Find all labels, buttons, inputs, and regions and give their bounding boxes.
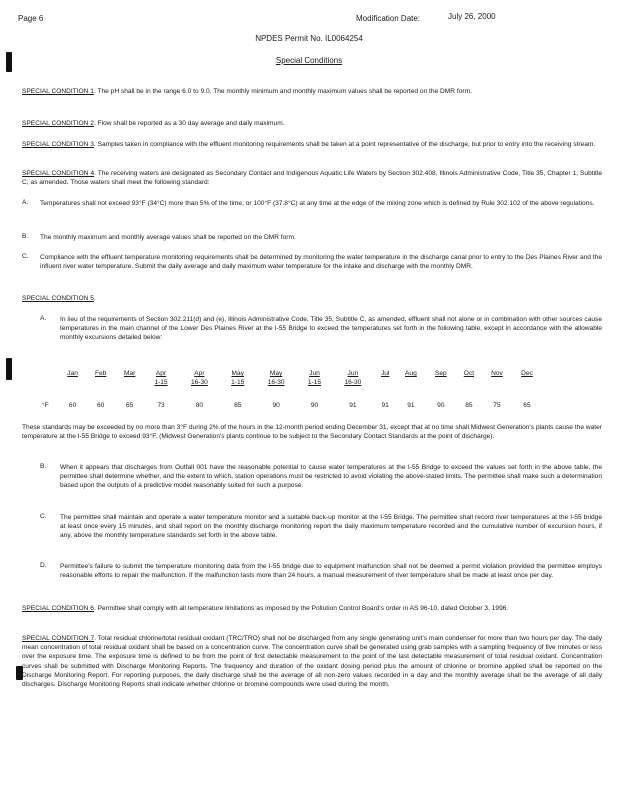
sc4-item-c-letter: C. [22, 253, 29, 260]
sc5-item-a-letter: A. [40, 315, 47, 322]
sc5-item-c: The permittee shall maintain and operate a water temperature monitor and a suitable back-up monitor at the I-55 Bridge. The permittee shall record river temperatures at the I-55 bridge at least once every 15 minutes, and shall report on the monthly discharge monitoring report the daily maximum temperature recorded and the cumulative number of excursion hours, if any, above the monthly temperature standards set forth in the above table. [60, 514, 602, 540]
month-header: May [269, 370, 283, 377]
date-range [396, 379, 426, 388]
temperature-value: 60 [68, 402, 77, 409]
month-header: Apr [155, 370, 167, 377]
month-header: May [231, 370, 244, 377]
special-condition-3 [22, 140, 602, 149]
table-row-ranges [42, 379, 542, 388]
date-range: 16-30 [190, 379, 208, 386]
sc4-item-b-letter: B. [22, 233, 29, 240]
sc5-item-c-letter: C. [40, 513, 47, 520]
temperature-value: 91 [407, 402, 415, 409]
sc5-item-a: In lieu of the requirements of Section 302.211(d) and (e), Illinois Administrative Code, Title 35, Subtitle C, as amended, effluent shall not alone or in combination with other sources cause temperatures in the main channel of the Lower Des Plaines River at the I-55 Bridge to exceed the temperatures set forth in the following table, except in accordance with the allowable monthly excursions detailed below: [60, 316, 602, 342]
month-header: Jun [309, 370, 320, 377]
sc5-title-suffix: . [93, 295, 96, 302]
temperature-value: 73 [157, 402, 165, 409]
sc1-text: . The pH shall be in the range 6.0 to 9.0. The monthly minimum and monthly maximum values shall be reported on the DMR form. [93, 88, 472, 95]
sc5-item-d: Permittee's failure to submit the temperature monitoring data from the I-55 bridge due to equipment malfunction shall not be deemed a permit violation provided the permittee employs reasonable efforts to repair the malfunction. If the malfunction lasts more than 24 hours, a manual measurement of river temperature shall be made at least once per day. [60, 563, 602, 580]
temperature-value: 65 [523, 402, 531, 409]
date-range [482, 379, 512, 388]
special-condition-7 [22, 634, 602, 689]
sc5-standards-paragraph: These standards may be exceeded by no more than 3°F during 2% of the hours in the 12-month period ending December 31, except that at no time shall Midwest Generation's plants cause the water temperature at the I-55 Bridge to exceed 93°F. (Midwest Generation's plants continue to be subject to the Secondary Contact Standards at the point of discharge). [22, 424, 602, 441]
scan-mark [6, 52, 12, 72]
special-condition-1 [22, 87, 602, 96]
sc4-item-b: The monthly maximum and monthly average values shall be reported on the DMR form. [40, 234, 296, 241]
special-condition-6 [22, 604, 602, 613]
month-header: Sep [434, 370, 447, 377]
modification-date: July 26, 2000 [448, 12, 496, 21]
sc1-title: SPECIAL CONDITION 1 [22, 88, 94, 95]
date-range: 16-30 [344, 379, 362, 386]
sc5-title: SPECIAL CONDITION 5 [22, 295, 94, 302]
temperature-value: 60 [96, 402, 105, 409]
permit-number: NPDES Permit No. IL0064254 [255, 34, 363, 43]
month-header: Mar [123, 370, 136, 377]
temperature-value: 91 [349, 402, 357, 409]
sc7-title: SPECIAL CONDITION 7 [22, 635, 95, 642]
month-header: Apr [194, 370, 205, 377]
table-row-months [42, 370, 542, 379]
sc5-item-b-letter: B. [40, 463, 47, 470]
sc5-item-b: When it appears that discharges from Outfall 001 have the reasonable potential to cause water temperatures at the I-55 Bridge to exceed the values set forth in the above table, the permittee shall determine whether, and the extent to which, station operations must be restricted to avoid violating the above-stated limits. The permittee shall make such a determination based upon the outputs of a predictive model reasonably suited for such a purpose. [60, 464, 602, 490]
date-range: 1-15 [154, 379, 168, 386]
sc3-title: SPECIAL CONDITION 3 [22, 141, 94, 148]
temperature-value: 90 [437, 402, 445, 409]
sc2-text: . Flow shall be reported as a 30 day average and daily maximum. [93, 120, 285, 127]
month-header: Nov [491, 370, 503, 377]
date-range [374, 379, 396, 388]
date-range [115, 379, 144, 388]
sc4-item-c: Compliance with the effluent temperature monitoring requirements shall be determined by monitoring the water temperature in the discharge canal prior to entry to the Des Plaines River and the influent river water temperature. Submit the daily average and daily maximum water temperature for the intake and discharge with the monthly DMR. [40, 254, 602, 271]
sc4-title: SPECIAL CONDITION 4 [22, 170, 95, 177]
month-header: Jul [380, 370, 390, 377]
date-range: 16-30 [267, 379, 285, 386]
temperature-table [42, 370, 542, 411]
date-range [59, 379, 86, 388]
section-title: Special Conditions [275, 56, 343, 65]
temperature-value: 85 [234, 402, 242, 409]
temperature-value: 65 [125, 402, 134, 409]
date-range: 1-15 [231, 379, 245, 386]
month-header: Jan [67, 370, 78, 377]
month-header: Oct [463, 370, 475, 377]
sc4-text: . The receiving waters are designated as Secondary Contact and Indigenous Aquatic Life Waters by Section 302.408, Illinois Administrative Code, Title 35, Chapter 1, Subtitle C, as amended. Those waters shall meet the following standard: [22, 170, 602, 187]
date-range [456, 379, 482, 388]
temperature-value: 91 [381, 402, 389, 409]
special-condition-2 [22, 119, 602, 128]
date-range [512, 379, 542, 388]
temperature-value: 75 [493, 402, 501, 409]
date-range [426, 379, 456, 388]
sc2-title: SPECIAL CONDITION 2 [22, 120, 94, 127]
table-row-values [42, 402, 542, 411]
temperature-value: 90 [272, 402, 280, 409]
date-range: 1-15 [307, 379, 322, 386]
sc6-text: . Permittee shall comply with all temperature limitations as imposed by the Pollution Control Board's order in AS 96-10, dated October 3, 1996. [93, 605, 509, 612]
sc5-item-d-letter: D. [40, 562, 47, 569]
sc4-item-a: Temperatures shall not exceed 93°F (34°C) more than 5% of the time, or 100°F (37.8°C) at any time at the edge of the mixing zone which is defined by Rule 302.102 of the above regulations. [40, 200, 595, 207]
temperature-value: 85 [465, 402, 473, 409]
sc3-text: . Samples taken in compliance with the effluent monitoring requirements shall be taken at a point representative of the discharge, but prior to entry into the receiving stream. [93, 141, 596, 148]
special-condition-4 [22, 169, 602, 187]
page-number: Page 6 [18, 14, 44, 23]
sc6-title: SPECIAL CONDITION 6 [22, 605, 94, 612]
special-condition-5 [22, 294, 602, 303]
month-header: Aug [405, 370, 417, 377]
modification-label: Modification Date: [356, 14, 421, 23]
temperature-value: 90 [310, 402, 319, 409]
month-header: Feb [94, 370, 107, 377]
sc7-text: . Total residual chlorine/total residual oxidant (TRC/TRO) shall not be discharged from any single generating unit's main condenser for more than two hours per day. The daily mean concentration of total residual oxidant shall be based on a concentration curve. The concentration curve shall be generated using grab samples with a sampling frequency of five minutes or less over the exposure time. The exposure time is defined to be from the point of first detectable measurement to the point of the last detectable measurement of total residual oxidant. Concentration curves shall be submitted with Discharge Monitoring Reports. The frequency and duration of the oxidant dosing period plus the amount of chlorine or bromine applied shall be reported on the Discharge Monitoring Report. For reporting purposes, the daily discharge shall be the average of all non-zero values recorded in a day and the monthly average shall be the average of all daily discharges. Discharge Monitoring Reports shall indicate whether chlorine or bromine compounds were used during the month. [22, 635, 602, 689]
month-header: Dec [521, 370, 533, 377]
sc4-item-a-letter: A. [22, 199, 29, 206]
date-range [86, 379, 115, 388]
temperature-value: 80 [195, 402, 204, 409]
scan-mark [6, 358, 12, 380]
month-header: Jun [347, 370, 359, 377]
unit-label: °F [42, 402, 49, 409]
